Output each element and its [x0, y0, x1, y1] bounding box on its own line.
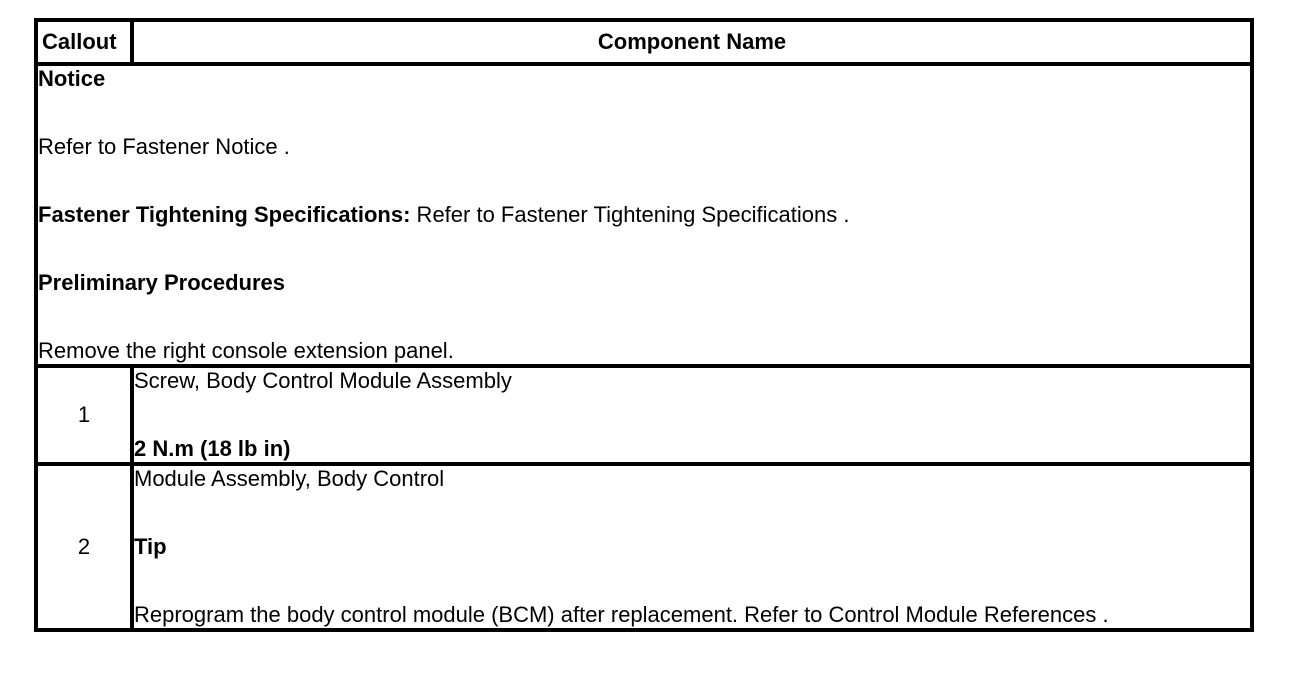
fastener-spec-label: Fastener Tightening Specifications:: [38, 202, 411, 227]
fastener-spec-text: Refer to Fastener Tightening Specifications .: [410, 202, 850, 227]
component-name: Module Assembly, Body Control: [134, 466, 445, 491]
torque-spec: 2 N.m (18 lb in): [134, 436, 291, 461]
component-cell: [132, 464, 1252, 630]
component-name-column-header: Component Name: [132, 20, 1252, 64]
tip-text: Reprogram the body control module (BCM) after replacement. Refer to Control Module References .: [134, 602, 1109, 627]
component-name: Screw, Body Control Module Assembly: [134, 368, 512, 393]
notice-text: Refer to Fastener Notice .: [38, 134, 290, 159]
notice-row: [36, 64, 1252, 366]
table-row: [36, 464, 1252, 630]
table-header-row: [36, 20, 1252, 64]
table-row: [36, 366, 1252, 464]
tip-title: Tip: [134, 534, 167, 559]
notice-cell: [36, 64, 1252, 366]
callout-number: 2: [36, 464, 132, 630]
component-table: [34, 18, 1254, 632]
preliminary-procedures-text: Remove the right console extension panel.: [38, 338, 454, 363]
callout-column-header: Callout: [36, 20, 132, 64]
callout-number: 1: [36, 366, 132, 464]
component-cell: [132, 366, 1252, 464]
preliminary-procedures-title: Preliminary Procedures: [38, 270, 286, 295]
notice-title: Notice: [38, 66, 106, 91]
fastener-spec-line: [38, 202, 1250, 228]
